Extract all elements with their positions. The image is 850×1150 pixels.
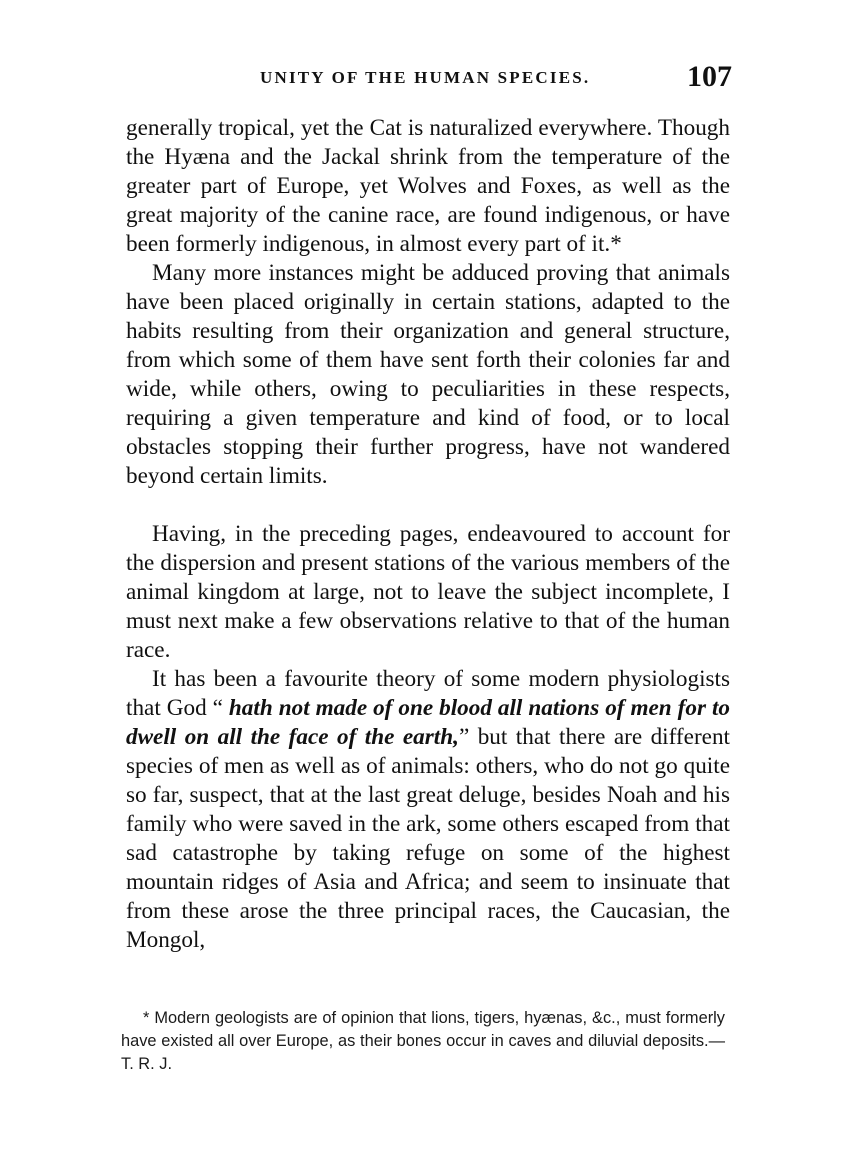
page-number: 107 <box>687 60 732 93</box>
running-head <box>126 58 736 98</box>
paragraph-4-start: It has been a favourite theory of some modern physiologists that God “ <box>126 666 730 721</box>
footnote: * Modern geologists are of opinion that lions, tigers, hyænas, &c., must formerly have existed all over Europe, as their bones occur in caves and diluvial deposits.—T. R. J. <box>121 1009 725 1073</box>
paragraph-1: generally tropical, yet the Cat is naturalized everywhere. Though the Hyæna and the Jackal shrink from the temperature of the greater part of Europe, yet Wolves and Foxes, as well as the great majority of the canine race, are found indigenous, or have been formerly indigenous, in almost every part of it.* <box>126 115 730 257</box>
body-text <box>126 114 730 955</box>
scripture-quote: hath not made of one blood all nations of men for to dwell on all the face of the earth, <box>126 695 731 750</box>
paragraph-4-end: ” but that there are different species of men as well as of animals: others, who do not go quite so far, suspect, that at the last great deluge, besides Noah and his family who were saved in the ark, some others escaped from that sad catastrophe by taking refuge on some of the highest mountain ridges of Asia and Africa; and seem to insinuate that from these arose the three principal races, the Caucasian, the Mongol, <box>126 724 730 953</box>
running-title: UNITY OF THE HUMAN SPECIES. <box>260 68 591 87</box>
paragraph-4 <box>126 665 730 955</box>
paragraph-3: Having, in the preceding pages, endeavoured to account for the dispersion and present stations of the various members of the animal kingdom at large, not to leave the subject incomplete, I must next make a few observations relative to that of the human race. <box>126 521 730 663</box>
paragraph-2: Many more instances might be adduced proving that animals have been placed originally in certain stations, adapted to the habits resulting from their organization and general structure, from which some of them have sent forth their colonies far and wide, while others, owing to peculiarities in these respects, requiring a given temperature and kind of food, or to local obstacles stopping their further progress, have not wandered beyond certain limits. <box>126 260 730 489</box>
